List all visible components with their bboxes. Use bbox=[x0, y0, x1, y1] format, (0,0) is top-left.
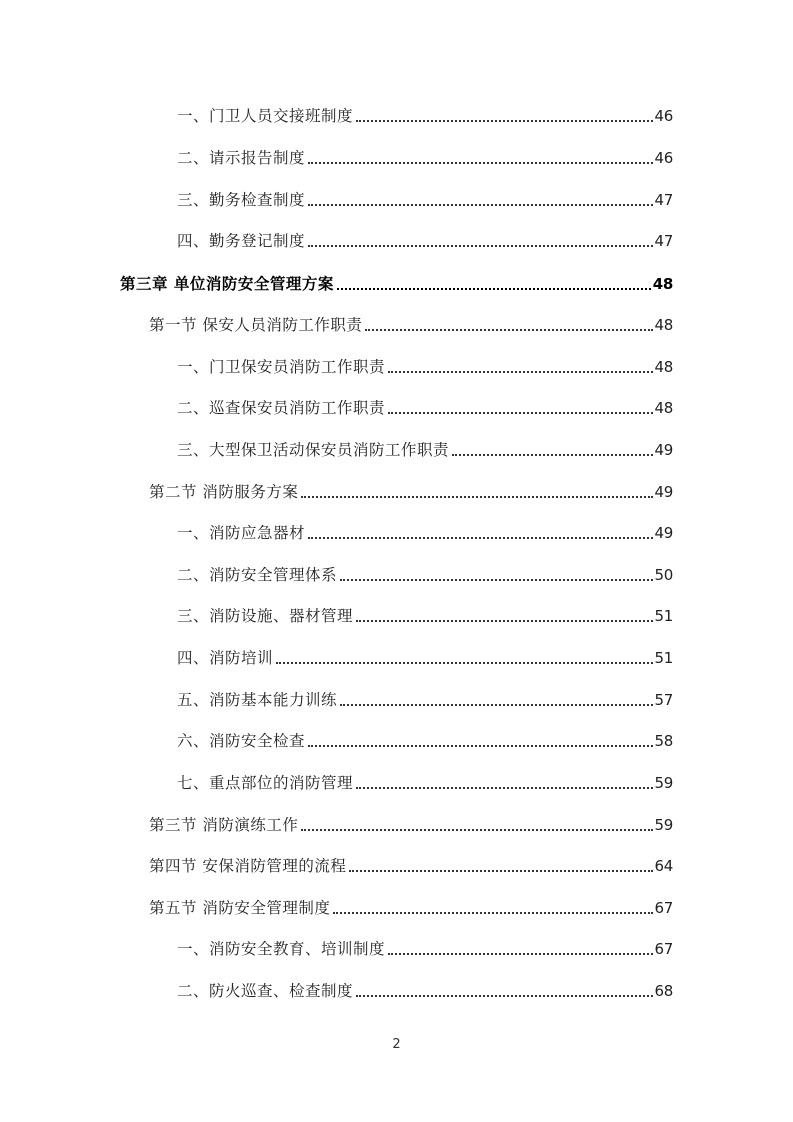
toc-entry-page: 47 bbox=[654, 191, 673, 209]
toc-entry-title: 六、消防安全检查 bbox=[177, 732, 306, 750]
dot-leader bbox=[308, 189, 652, 211]
toc-entry-page: 67 bbox=[654, 940, 673, 958]
page-number: 2 bbox=[392, 1037, 401, 1052]
toc-entry-title: 第三节 消防演练工作 bbox=[149, 816, 299, 834]
toc-entry-title: 二、消防安全管理体系 bbox=[177, 566, 338, 584]
toc-entry-page: 64 bbox=[654, 857, 673, 875]
toc-section-entry[interactable] bbox=[149, 314, 673, 336]
toc-entry[interactable] bbox=[177, 356, 673, 378]
toc-entry-page: 51 bbox=[654, 607, 673, 625]
toc-entry[interactable] bbox=[177, 647, 673, 669]
toc-entry-page: 68 bbox=[654, 982, 673, 1000]
toc-entry[interactable] bbox=[177, 605, 673, 627]
dot-leader bbox=[308, 230, 652, 252]
toc-entry[interactable] bbox=[177, 689, 673, 711]
toc-entry[interactable] bbox=[177, 189, 673, 211]
dot-leader bbox=[356, 105, 652, 127]
dot-leader bbox=[349, 855, 652, 877]
toc-entry-page: 59 bbox=[654, 774, 673, 792]
toc-entry-page: 48 bbox=[654, 358, 673, 376]
dot-leader bbox=[337, 273, 651, 295]
toc-entry-title: 第二节 消防服务方案 bbox=[149, 483, 299, 501]
toc-entry-title: 第三章 单位消防安全管理方案 bbox=[120, 274, 334, 293]
toc-entry-title: 一、消防应急器材 bbox=[177, 524, 306, 542]
dot-leader bbox=[388, 356, 652, 378]
dot-leader bbox=[356, 605, 652, 627]
dot-leader bbox=[388, 397, 652, 419]
toc-entry-title: 三、大型保卫活动保安员消防工作职责 bbox=[177, 441, 450, 459]
dot-leader bbox=[276, 647, 652, 669]
toc-chapter-entry[interactable] bbox=[120, 273, 673, 295]
toc-entry-title: 五、消防基本能力训练 bbox=[177, 691, 338, 709]
dot-leader bbox=[365, 314, 652, 336]
toc-entry-title: 一、消防安全教育、培训制度 bbox=[177, 940, 386, 958]
toc-entry-title: 第四节 安保消防管理的流程 bbox=[149, 857, 347, 875]
toc-entry[interactable] bbox=[177, 439, 673, 461]
dot-leader bbox=[356, 772, 652, 794]
toc-entry-page: 48 bbox=[652, 275, 673, 293]
dot-leader bbox=[340, 689, 652, 711]
toc-entry[interactable] bbox=[177, 230, 673, 252]
toc-entry-title: 一、门卫人员交接班制度 bbox=[177, 107, 354, 125]
toc-entry[interactable] bbox=[177, 938, 673, 960]
toc-entry-page: 46 bbox=[654, 149, 673, 167]
dot-leader bbox=[308, 730, 652, 752]
toc-entry-page: 49 bbox=[654, 524, 673, 542]
dot-leader bbox=[301, 814, 652, 836]
toc-entry-page: 58 bbox=[654, 732, 673, 750]
toc-entry-title: 四、勤务登记制度 bbox=[177, 232, 306, 250]
dot-leader bbox=[388, 938, 652, 960]
toc-entry-page: 50 bbox=[654, 566, 673, 584]
toc-entry-page: 47 bbox=[654, 232, 673, 250]
toc-entry-page: 46 bbox=[654, 107, 673, 125]
toc-entry-title: 四、消防培训 bbox=[177, 649, 274, 667]
toc-entry-title: 三、消防设施、器材管理 bbox=[177, 607, 354, 625]
dot-leader bbox=[452, 439, 652, 461]
toc-entry-title: 二、防火巡查、检查制度 bbox=[177, 982, 354, 1000]
toc-entry-page: 67 bbox=[654, 899, 673, 917]
toc-section-entry[interactable] bbox=[149, 814, 673, 836]
dot-leader bbox=[333, 897, 652, 919]
dot-leader bbox=[340, 564, 652, 586]
toc-entry[interactable] bbox=[177, 730, 673, 752]
dot-leader bbox=[301, 481, 652, 503]
toc-entry-title: 七、重点部位的消防管理 bbox=[177, 774, 354, 792]
toc-section-entry[interactable] bbox=[149, 897, 673, 919]
toc-entry[interactable] bbox=[177, 772, 673, 794]
toc-entry-page: 48 bbox=[654, 399, 673, 417]
toc-entry-page: 57 bbox=[654, 691, 673, 709]
toc-entry-title: 第五节 消防安全管理制度 bbox=[149, 899, 331, 917]
toc-entry-title: 二、请示报告制度 bbox=[177, 149, 306, 167]
dot-leader bbox=[308, 147, 652, 169]
dot-leader bbox=[308, 522, 652, 544]
toc-entry-title: 第一节 保安人员消防工作职责 bbox=[149, 316, 363, 334]
toc-entry[interactable] bbox=[177, 980, 673, 1002]
toc-entry-page: 59 bbox=[654, 816, 673, 834]
toc-entry-page: 51 bbox=[654, 649, 673, 667]
toc-entry-page: 49 bbox=[654, 441, 673, 459]
toc-entry-title: 一、门卫保安员消防工作职责 bbox=[177, 358, 386, 376]
toc-entry[interactable] bbox=[177, 564, 673, 586]
toc-entry[interactable] bbox=[177, 397, 673, 419]
toc-entry-title: 三、勤务检查制度 bbox=[177, 191, 306, 209]
toc-entry[interactable] bbox=[177, 147, 673, 169]
dot-leader bbox=[356, 980, 652, 1002]
toc-entry-title: 二、巡查保安员消防工作职责 bbox=[177, 399, 386, 417]
toc-section-entry[interactable] bbox=[149, 855, 673, 877]
toc-section-entry[interactable] bbox=[149, 481, 673, 503]
toc-entry[interactable] bbox=[177, 522, 673, 544]
toc-entry-page: 48 bbox=[654, 316, 673, 334]
toc-entry-page: 49 bbox=[654, 483, 673, 501]
toc-entry[interactable] bbox=[177, 105, 673, 127]
